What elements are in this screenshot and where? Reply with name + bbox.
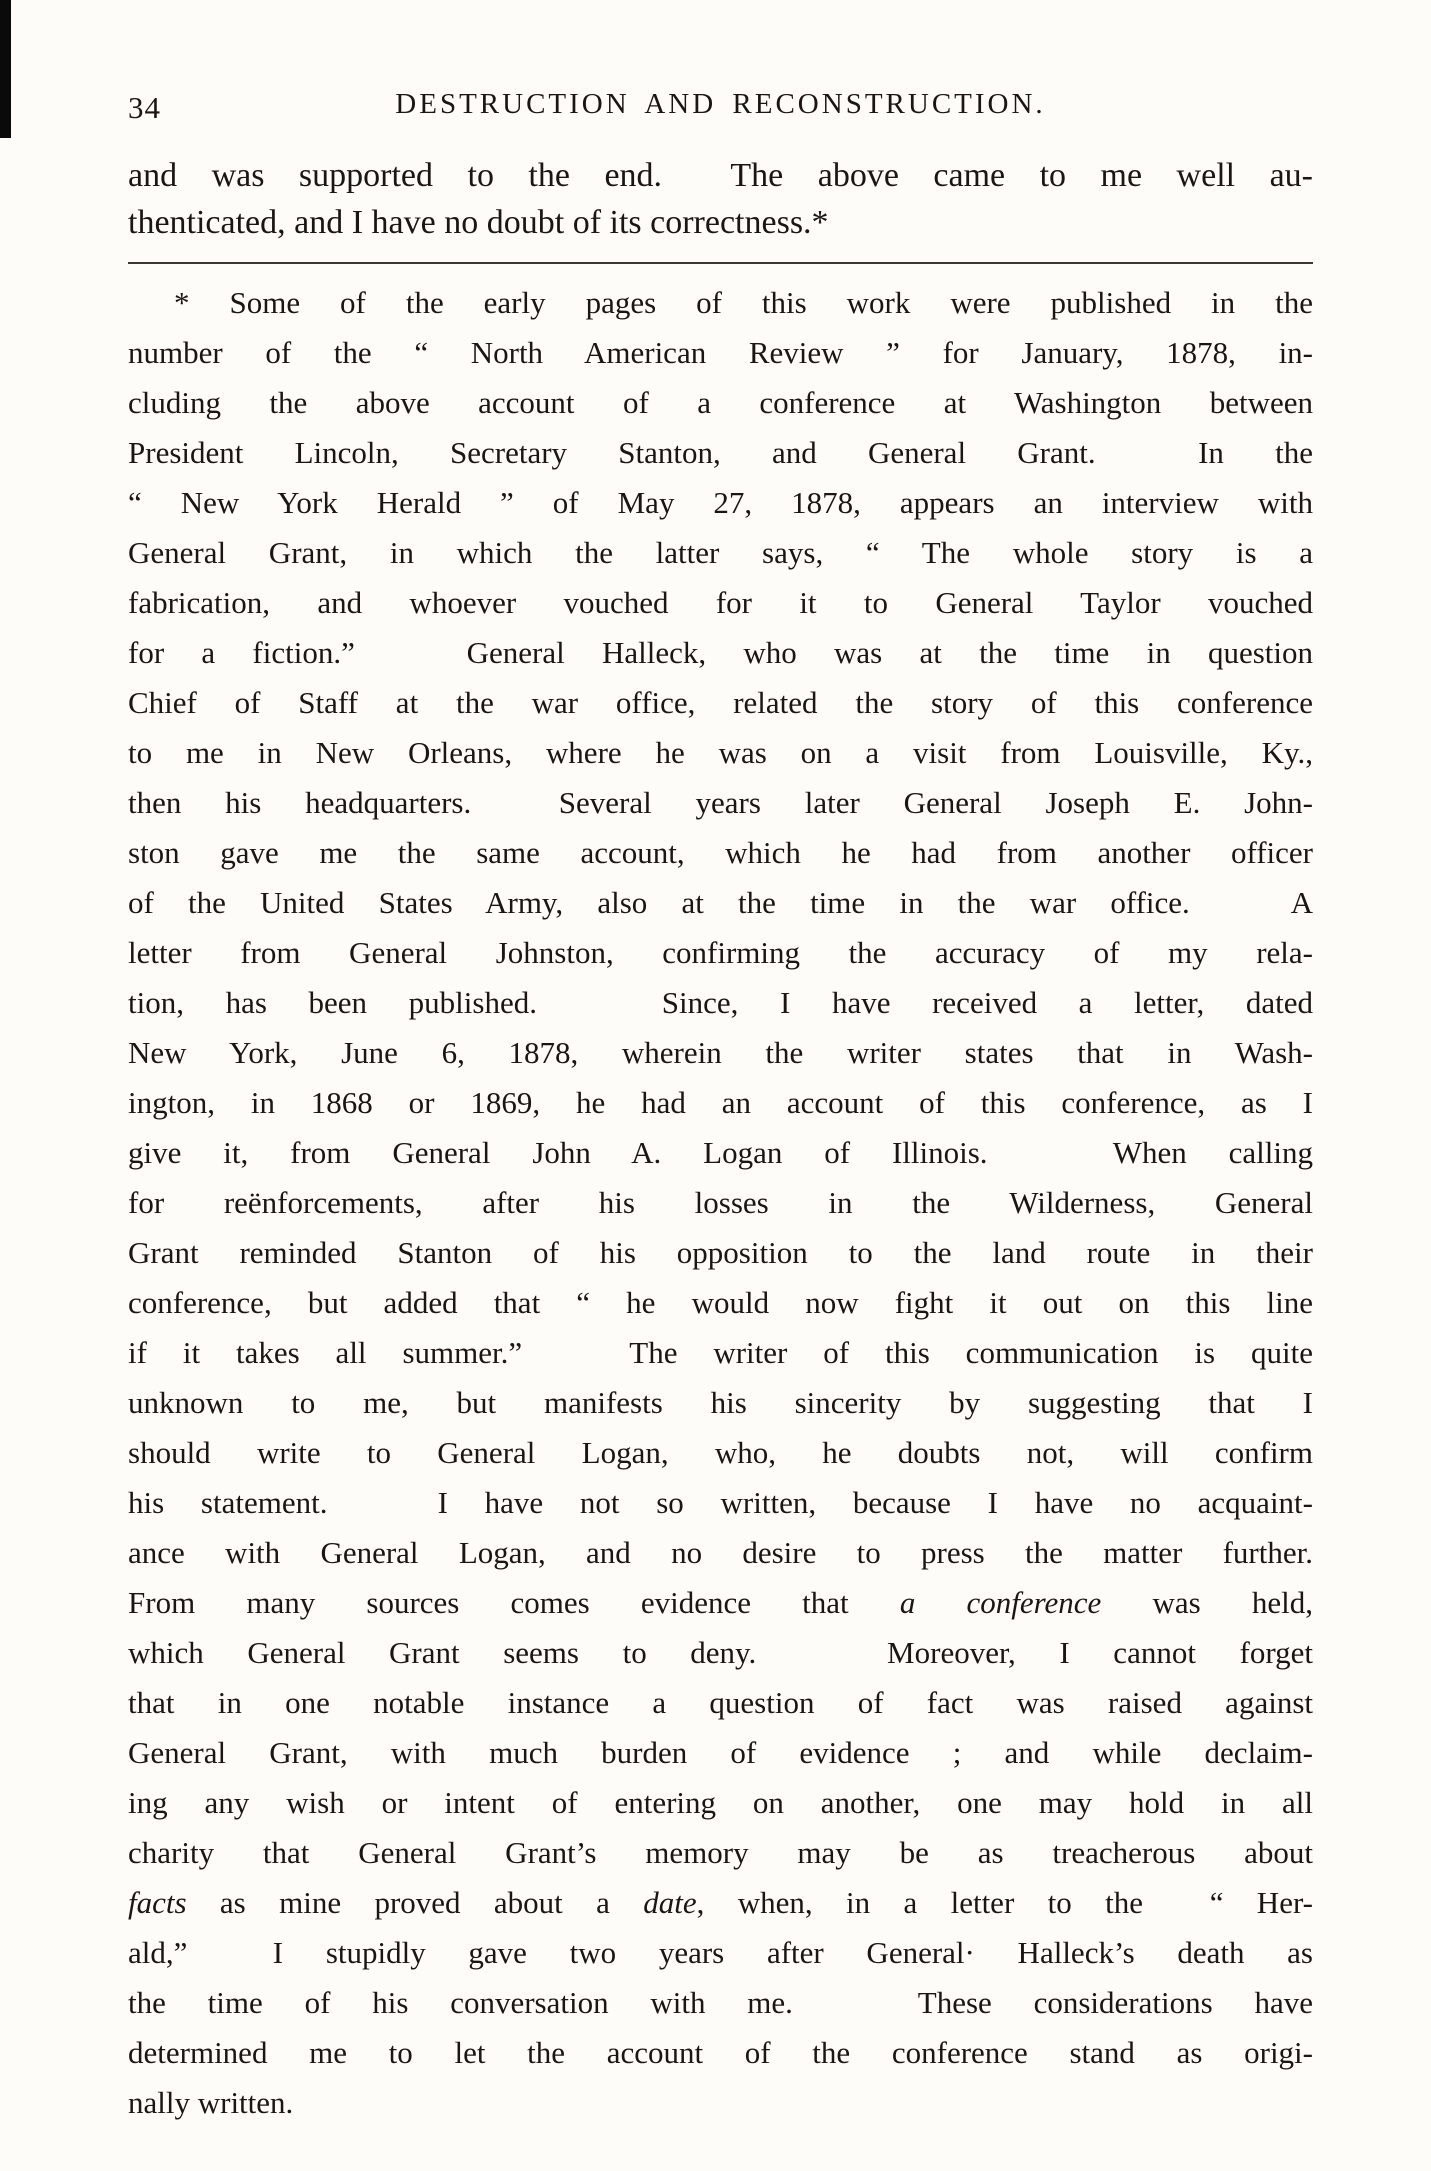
text-line: should write to General Logan, who, he doubts not, will confirm bbox=[128, 1435, 1313, 1470]
footnote-paragraph bbox=[128, 278, 1313, 2128]
running-header-title: DESTRUCTION AND RECONSTRUCTION. bbox=[395, 88, 1046, 120]
running-head bbox=[128, 88, 1313, 128]
text-line: to me in New Orleans, where he was on a visit from Louisville, Ky., bbox=[128, 735, 1313, 770]
text-line: General Grant, with much burden of evidence ; and while declaim- bbox=[128, 1735, 1313, 1770]
text-line: then his headquarters. Several years later General Joseph E. John- bbox=[128, 785, 1313, 820]
text-line: ald,” I stupidly gave two years after General· Halleck’s death as bbox=[128, 1935, 1313, 1970]
text-line: nally written. bbox=[128, 2085, 294, 2120]
text-line: number of the “ North American Review ” for January, 1878, in- bbox=[128, 335, 1313, 370]
body-paragraph bbox=[128, 152, 1313, 246]
text-line: letter from General Johnston, confirming the accuracy of my rela- bbox=[128, 935, 1313, 970]
text-line: ston gave me the same account, which he had from another officer bbox=[128, 835, 1313, 870]
text-line: his statement. I have not so written, because I have no acquaint- bbox=[128, 1485, 1313, 1520]
text-line: General Grant, in which the latter says, “ The whole story is a bbox=[128, 535, 1313, 570]
text-line: of the United States Army, also at the time in the war office. A bbox=[128, 885, 1313, 920]
text-line: ance with General Logan, and no desire to press the matter further. bbox=[128, 1535, 1313, 1570]
text-line: fabrication, and whoever vouched for it to General Taylor vouched bbox=[128, 585, 1313, 620]
text-line: facts as mine proved about a date, when, in a letter to the “ Her- bbox=[128, 1885, 1313, 1920]
text-line: for reënforcements, after his losses in the Wilderness, General bbox=[128, 1185, 1313, 1220]
scan-artifact bbox=[0, 0, 11, 138]
text-line: that in one notable instance a question of fact was raised against bbox=[128, 1685, 1313, 1720]
text-line: thenticated, and I have no doubt of its correctness.* bbox=[128, 204, 829, 241]
text-line: “ New York Herald ” of May 27, 1878, appears an interview with bbox=[128, 485, 1313, 520]
text-line: which General Grant seems to deny. Moreover, I cannot forget bbox=[128, 1635, 1313, 1670]
text-line: tion, has been published. Since, I have received a letter, dated bbox=[128, 985, 1313, 1020]
page-number: 34 bbox=[128, 90, 161, 125]
text-line: * Some of the early pages of this work were published in the bbox=[174, 285, 1313, 320]
text-line: determined me to let the account of the conference stand as origi- bbox=[128, 2035, 1313, 2070]
text-line: President Lincoln, Secretary Stanton, and General Grant. In the bbox=[128, 435, 1313, 470]
text-line: cluding the above account of a conference at Washington between bbox=[128, 385, 1313, 420]
footnote-separator bbox=[128, 262, 1313, 264]
text-line: for a fiction.” General Halleck, who was at the time in question bbox=[128, 635, 1313, 670]
text-line: ington, in 1868 or 1869, he had an account of this conference, as I bbox=[128, 1085, 1313, 1120]
text-line: charity that General Grant’s memory may be as treacherous about bbox=[128, 1835, 1313, 1870]
text-line: New York, June 6, 1878, wherein the writer states that in Wash- bbox=[128, 1035, 1313, 1070]
text-line: Grant reminded Stanton of his opposition to the land route in their bbox=[128, 1235, 1313, 1270]
text-line: ing any wish or intent of entering on another, one may hold in all bbox=[128, 1785, 1313, 1820]
text-line: if it takes all summer.” The writer of this communication is quite bbox=[128, 1335, 1313, 1370]
text-line: unknown to me, but manifests his sincerity by suggesting that I bbox=[128, 1385, 1313, 1420]
text-line: give it, from General John A. Logan of Illinois. When calling bbox=[128, 1135, 1313, 1170]
text-line: From many sources comes evidence that a conference was held, bbox=[128, 1585, 1313, 1620]
text-line: Chief of Staff at the war office, related the story of this conference bbox=[128, 685, 1313, 720]
text-line: the time of his conversation with me. These considerations have bbox=[128, 1985, 1313, 2020]
text-line: and was supported to the end. The above came to me well au- bbox=[128, 157, 1313, 194]
text-line: conference, but added that “ he would now fight it out on this line bbox=[128, 1285, 1313, 1320]
